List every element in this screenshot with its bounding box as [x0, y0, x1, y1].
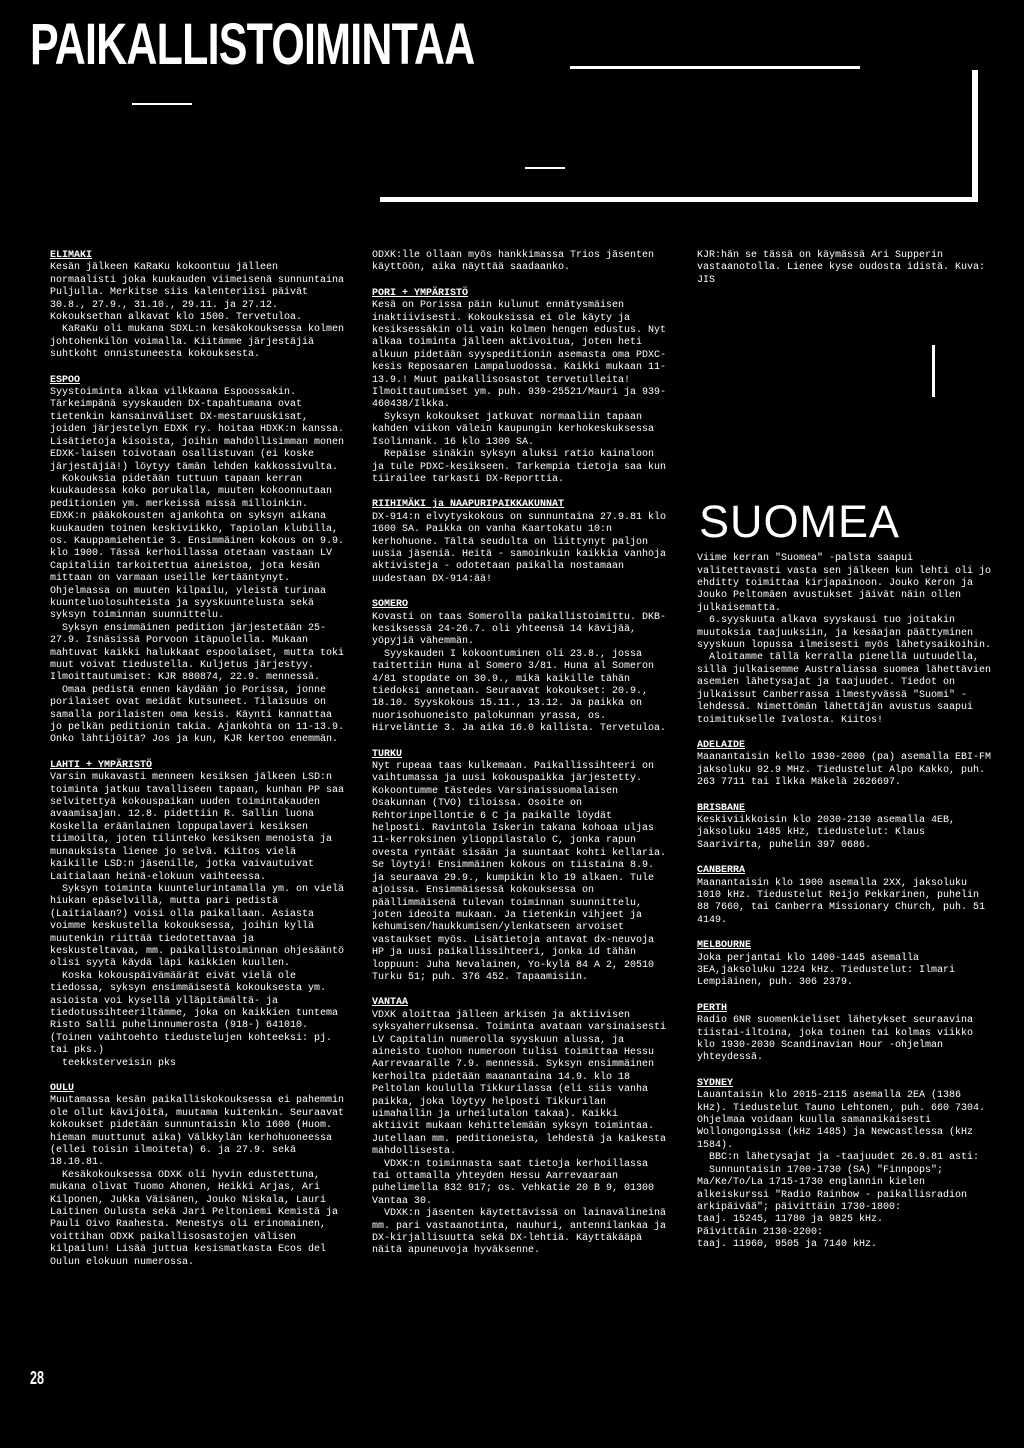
article — [50, 760, 350, 1070]
article-paragraph: KaRaKu oli mukana SDXL:n kesäkokouksessa kolmen johtohenkilön voimalla. Kiitämme järjestäjiä suhtkoht onnistuneesta kokouksesta. — [50, 324, 351, 361]
article-heading: PORI + YMPÄRISTÖ — [372, 287, 469, 299]
masthead-rule — [972, 70, 978, 200]
article — [50, 375, 350, 747]
article-paragraph: Kovasti on taas Somerolla paikallistoimittu. DKB-kesiksessä 24-26.7. oli yhteensä 14 kävijää, yöpyjiä vähemmän. — [372, 611, 667, 648]
article-paragraph: Maanantaisin kello 1930-2000 (pa) asemalla EBI-FM jaksoluku 92.9 MHz. Tiedustelut Alpo Kakko, puh. 263 7711 tai Ilkka Mäkelä 2626697. — [697, 752, 998, 789]
article-paragraph: ODXK:lle ollaan myös hankkimassa Trios jäsenten käyttöön, aika näyttää saadaanko. — [372, 250, 661, 274]
article-paragraph: teekksterveisin pks — [62, 1057, 177, 1069]
article-paragraph: Muutamassa kesän paikalliskokouksessa ei pahemmin ole ollut kävijöitä, muutama kuitenkin. Seuraavat kokoukset pidetään sunnuntaisin klo 1600 (Huom. hieman muuttunut aika) Välkkylän kerhohuoneessa (ellei toisin ilmoiteta) 6. ja 27.9. sekä 18.10.81. — [50, 1095, 351, 1169]
article — [697, 865, 997, 927]
article-paragraph: Omaa pedistä ennen käydään jo Porissa, jonne porilaiset ovat meidät kutsuneet. Tilaisuus on samalla porilaisten oma kesis. Käynti kannattaa jo pelkän peditionin takia. Ajankohta on 11-13.9. Onko lähtijöitä? Jos ja kun, KJR kertoo enemmän. — [50, 684, 351, 746]
article-paragraph: Nyt rupeaa taas kulkemaan. Paikallissihteeri on vaihtumassa ja uusi kokouspaikka järjestetty. Kokoontumme tästedes Varsinaissuomalaisen Osakunnan (TVO) tiloissa. Osoite on Rehtorinpellontie 6 C ja paikalle löydät helposti. Ravintola Iskerin takana kohoaa uljas 11-kerroksinen ylioppilastalo C, jonka rapun ovesta ryntäät sisään ja suuntaat kohti kellaria. Se löytyi! Ensimmäinen kokous on tiistaina 8.9. ja seuraava 29.9., kumpikin klo 19 alkaen. Tule ajoissa. Ensimmäisessä kokouksessa on päällimmäisenä tulevan toiminnan suunnittelu, joten ideoita mukaan. Ja tietenkin vihjeet ja kehumisen/haukkumisen/ylenkatseen arvoiset vastaukset myös. Lisätietoja antavat dx-neuvoja HP ja uusi paikallissihteeri, jonka id tähän loppuun: Juha Nevalainen, Yo-kylä 84 A 2, 20510 Turku 51; puh. 376 452. Tapaamisiin. — [372, 761, 673, 983]
article-paragraph: Kesän jälkeen KaRaKu kokoontuu jälleen normaalisti joka kuukauden viimeisenä sunnuntaina Puljulla. Merkitse siis kalenteriisi päivät 30.8., 27.9., 31.10., 29.11. ja 27.12. Kokouksethan alkavat klo 1500. Tervetuloa. — [50, 262, 351, 324]
article-paragraph: Joka perjantai klo 1400-1445 asemalla 3EA,jaksoluku 1224 kHz. Tiedustelut: Ilmari Lempiäinen, puh. 306 2379. — [697, 952, 962, 989]
article-paragraph: VDXK:n toiminnasta saat tietoja kerhoillassa tai ottamalla yhteyden Hessu Aarrevaaraan puhelimella 832 917; os. Vehkatie 20 B 9, 01300 Vantaa 30. — [372, 1158, 661, 1207]
article-heading: SYDNEY — [697, 1077, 734, 1089]
article-paragraph: Viime kerran "Suomea" -palsta saapui valitettavasti vasta sen jälkeen kun lehti oli jo ehditty toimittaa kirjapainoon. Jouko Keron ja Jouko Peltomäen avustukset jäivät näin ollen julkaisematta. — [697, 553, 998, 614]
article-heading: ADELAIDE — [697, 739, 746, 751]
article-paragraph: Syksyn toiminta kuuntelurintamalla ym. on vielä hiukan epäselvillä, mutta pari pedistä (Laitialaan?) voisi olla paikallaan. Asiasta voimme keskustella kokouksessa, joihin kyllä muutenkin riittää tiedotettavaa ja keskusteltavaa, mm. paikallistoiminnan ohjesääntö olisi syytä käydä läpi kaikkien kuullen. — [50, 883, 351, 970]
photo-caption: KJR:hän se tässä on käymässä Ari Supperin vastaanotolla. Lienee kyse oudosta idistä. Kuva: JIS — [697, 250, 992, 286]
article — [372, 288, 672, 487]
suomea-sections — [697, 553, 997, 1251]
article-paragraph: Kesäkokouksessa ODXK oli hyvin edustettuna, mukana olivat Tuomo Ahonen, Heikki Arjas, Ari Kilponen, Jukka Väisänen, Jouko Niskala, Lauri Laitinen Oulusta sekä Jari Peltoniemi Kemistä ja Pauli Oivo Raahesta. Menestys oli erinomainen, voittihan ODXK paikallisosastojen välisen kilpailun! Lisää juttua kesismatkasta Ecos del Oulun elokuun numerossa. — [50, 1169, 345, 1268]
masthead-rule — [132, 103, 192, 105]
section-title-suomea: SUOMEA — [699, 496, 901, 548]
article-paragraph: Syksyn ensimmäinen pedition järjestetään 25-27.9. Isnäsissä Porvoon itäpuolella. Mukaan mahtuvat kaikki halukkaat espoolaiset, mutta toki muut voivat tiedustella. Kuljetus järjestyy. Ilmoittautumiset: KJR 880874, 22.9. mennessä. — [50, 622, 351, 684]
article-paragraph: Aloitamme tällä kerralla pienellä uutuudella, sillä julkaisemme Australiassa suomea lähettävien asemien lähetysajat ja taajuudet. Tiedot on julkaissut Canberrassa ilmestyvässä "Suomi" -lehdessä. Nimettömän lähettäjän avustus saapui toimitukselle Ivalosta. Kiitos! — [697, 652, 998, 726]
column-middle — [372, 250, 672, 1258]
article-paragraph: Lauantaisin klo 2015-2115 asemalla 2EA (1386 kHz). Tiedustelut Tauno Lehtonen, puh. 660 7304. Ohjelmaa voidaan kuulla samanaikaisesti Wollongongissa (kHz 1485) ja Newcastlessa (kHz 1584). — [697, 1090, 992, 1151]
article — [372, 997, 672, 1258]
article — [697, 803, 997, 853]
article — [372, 499, 672, 586]
article-heading: SOMERO — [372, 599, 409, 611]
article — [697, 1003, 997, 1065]
masthead-title: PAIKALLISTOIMINTAA — [30, 12, 475, 77]
article-paragraph: Radio 6NR suomenkieliset lähetykset seuraavina tiistai-iltoina, joka toinen tai kolmas viikko klo 1930-2030 Scandinavian Hour -ohjelman yhteydessä. — [697, 1015, 980, 1064]
photo-area — [697, 287, 997, 487]
article-paragraph: Varsin mukavasti menneen kesiksen jälkeen LSD:n toiminta jatkuu tavalliseen tapaan, kunhan PP saa selvitettyä kokouspaikan uuden toimintakauden avaamisajan. 12.8. pidettiin R. Sallin luona Koskella eräänlainen loppupalaveri kesiksen tiimoilta, joten tilinteko kesiksen menoista ja munauksista lienee jo selvä. Kiitos vielä kaikille LSD:n jäsenille, jotka vaivautuivat Laitialaan heinä-elokuun vaihteessa. — [50, 772, 351, 883]
article-paragraph: Repäise sinäkin syksyn aluksi ratio kainaloon ja tule PDXC-kesikseen. Tarkempia tietoja saa kun tiirailee tarkasti DX-Reporttia. — [372, 449, 673, 485]
article-paragraph: Kokouksia pidetään tuttuun tapaan kerran kuukaudessa koko porukalla, muuten kokoonnutaan peditionien ym. merkeissä missä milloinkin. EDXK:n pääkokousten ajankohta on syksyn aikana kuukauden toinen keskiviikko, Tapiolan klubilla, os. Kauppamiehentie 3. Ensimmäinen kokous on 9.9. klo 1900. Tässä kerhoillassa otetaan vastaan LV Capitaliin tarkoitettua aineistoa, jota kesän mittaan on varmaan useille kertääntynyt. Ohjelmassa on muuten kilpailu, yleistä turinaa kuunteluolosuhteista ja syyskuuntelusta sekä syksyn toiminnan suunnittelu. — [50, 473, 351, 622]
article-paragraph: BBC:n lähetysajat ja -taajuudet 26.9.81 asti: — [709, 1152, 980, 1164]
article — [372, 599, 672, 735]
article — [50, 250, 350, 362]
article — [697, 940, 997, 990]
article-heading: CANBERRA — [697, 865, 746, 877]
article-paragraph: 6.syyskuuta alkava syyskausi tuo joitakin muutoksia taajuuksiin, ja kesäajan päättyminen syyskuun lopussa ilmeisesti myös lähetysaikoihin. — [697, 615, 992, 652]
article-paragraph: DX-914:n elvytyskokous on sunnuntaina 27.9.81 klo 1600 SA. Paikka on vanha Kaartokatu 10:n kerhohuone. Tältä seudulta on liittynyt paljon uusia jäseniä. Heitä - samoinkuin kaikkia vanhoja aktivisteja - odotetaan paikalla nostamaan uudestaan DX-914:ää! — [372, 511, 673, 585]
article-heading: ELIMAKI — [50, 250, 93, 261]
article-heading: ESPOO — [50, 374, 81, 386]
article-heading: MELBOURNE — [697, 940, 752, 952]
article-heading: LAHTI + YMPÄRISTÖ — [50, 759, 153, 771]
masthead-rule — [570, 66, 860, 69]
article-paragraph: Syyskauden I kokoontuminen oli 23.8., jossa taitettiin Huna al Somero 3/81. Huna al Someron 4/81 stopdate on 30.9., mikä kaikille tähän tiedoksi annetaan. Seuraavat kokoukset: 20.9., 18.10. Syyskokous 15.11., 13.12. Ja paikka on nuorisohuoneisto palokunnan yrassa, os. Hirveläntie 3. Ja aika 16.0 kallista. Tervetuloa. — [372, 648, 667, 735]
article-paragraph: VDXK:n jäsenten käytettävissä on lainavälineinä mm. pari vastaanotinta, nauhuri, antennilankaa ja DX-kirjallisuutta sekä DX-lehtiä. Käyttäkääpä näitä apuneuvoja hyväksenne. — [372, 1208, 673, 1257]
article-paragraph: Maanantaisin klo 1900 asemalla 2XX, jaksoluku 1010 kHz. Tiedustelut Reijo Pekkarinen, puhelin 88 7660, tai Canberra Missionary Church, puh. 51 4149. — [697, 877, 992, 926]
article-heading: TURKU — [372, 748, 403, 760]
masthead — [0, 0, 1024, 210]
article — [697, 1078, 997, 1252]
article-heading: VANTAA — [372, 997, 409, 1009]
article-paragraph: Syystoiminta alkaa vilkkaana Espoossakin. Tärkeimpänä syyskauden DX-tapahtumana ovat tietenkin kansainväliset DX-mestaruuskisat, joiden järjestelyn EDXK ry. hoitaa HDXK:n kanssa. Lisätietoja kisoista, joihin mahdollisimman monen EDXK-laisen toivotaan osallistuvan (ei koske järjestäjiä!) löytyy tämän lehden kakkossivulta. — [50, 387, 351, 473]
article-heading: OULU — [50, 1083, 75, 1094]
article — [372, 749, 672, 985]
article — [372, 250, 672, 275]
article-paragraph: Sunnuntaisin 1700-1730 (SA) "Finnpops"; Ma/Ke/To/La 1715-1730 englannin kielen alkeiskurssi "Radio Rainbow - paikallisradion arkipäivää"; päivittäin 1730-1800: taaj. 15245, 11780 ja 9825 kHz. Päivittäin 2130-2200: taaj. 11960, 9505 ja 7140 kHz. — [697, 1164, 968, 1251]
page-number: 28 — [30, 1368, 45, 1388]
column-left — [50, 250, 350, 1269]
article-paragraph: Koska kokouspäivämäärät eivät vielä ole tiedossa, syksyn ensimmäisestä kokouksesta ym. asioista voi kysellä ylläpitämältä- ja tiedotussihteeriltämme, joka on kaikkien tuntema Risto Salli puhelinnumerosta (918-) 641010. (Toinen vaihtoehto tiedustelujen kohteeksi: pj. tai pks.) — [50, 970, 345, 1057]
article-heading: BRISBANE — [697, 802, 746, 814]
article — [697, 553, 997, 727]
article-heading: RIIHIMÄKI ja NAAPURIPAIKKAKUNNAT — [372, 499, 565, 511]
article — [50, 1083, 350, 1269]
masthead-rule — [525, 167, 565, 169]
article-paragraph: Syksyn kokoukset jatkuvat normaaliin tapaan kahden viikon välein kaupungin kerhokeskuksessa Isolinnank. 16 klo 1300 SA. — [372, 411, 661, 448]
masthead-rule — [380, 197, 978, 202]
article-paragraph: VDXK aloittaa jälleen arkisen ja aktiivisen syksyaherruksensa. Toiminta avataan varsinaisesti LV Capitalin numerolla syyskuun alussa, ja aineisto tuohon numeroon tulisi toimittaa Hessu Aarrevaaralle 7.9. mennessä. Syksyn ensimmäinen kerhoilta pidetään maanantaina 14.9. klo 18 Peltolan koululla Tikkurilassa (eli siis vanha paikka, joka löytyy helposti Tikkurilan uimahallin ja urheilutalon takaa). Kaikki aktiivit mukaan kehittelemään syksyn toimintaa. Jutellaan mm. peditioneista, lehdestä ja kaikesta mahdollisesta. — [372, 1009, 673, 1158]
article-paragraph: Keskiviikkoisin klo 2030-2130 asemalla 4EB, jaksoluku 1485 kHz, tiedustelut: Klaus Saarivirta, puhelin 397 0686. — [697, 814, 962, 851]
column-right — [697, 250, 997, 1252]
article-paragraph: Kesä on Porissa päin kulunut ennätysmäisen inaktiivisesti. Kokouksissa ei ole käyty ja kesiksessäkin oli vain kolmen hengen edustus. Nyt alkaa toiminta jälleen aktivoitua, joten heti alkuun pidetään syyspeditionin asemasta oma PDXC-kesis Reposaaren Lampaluodossa. Kaikki mukaan 11-13.9.! Muut paikallisosastot tervetulleita! Ilmoittautumiset ym. puh. 939-25521/Mauri ja 939-460438/Ilkka. — [372, 300, 673, 411]
article-heading: PERTH — [697, 1002, 728, 1014]
article — [697, 740, 997, 790]
